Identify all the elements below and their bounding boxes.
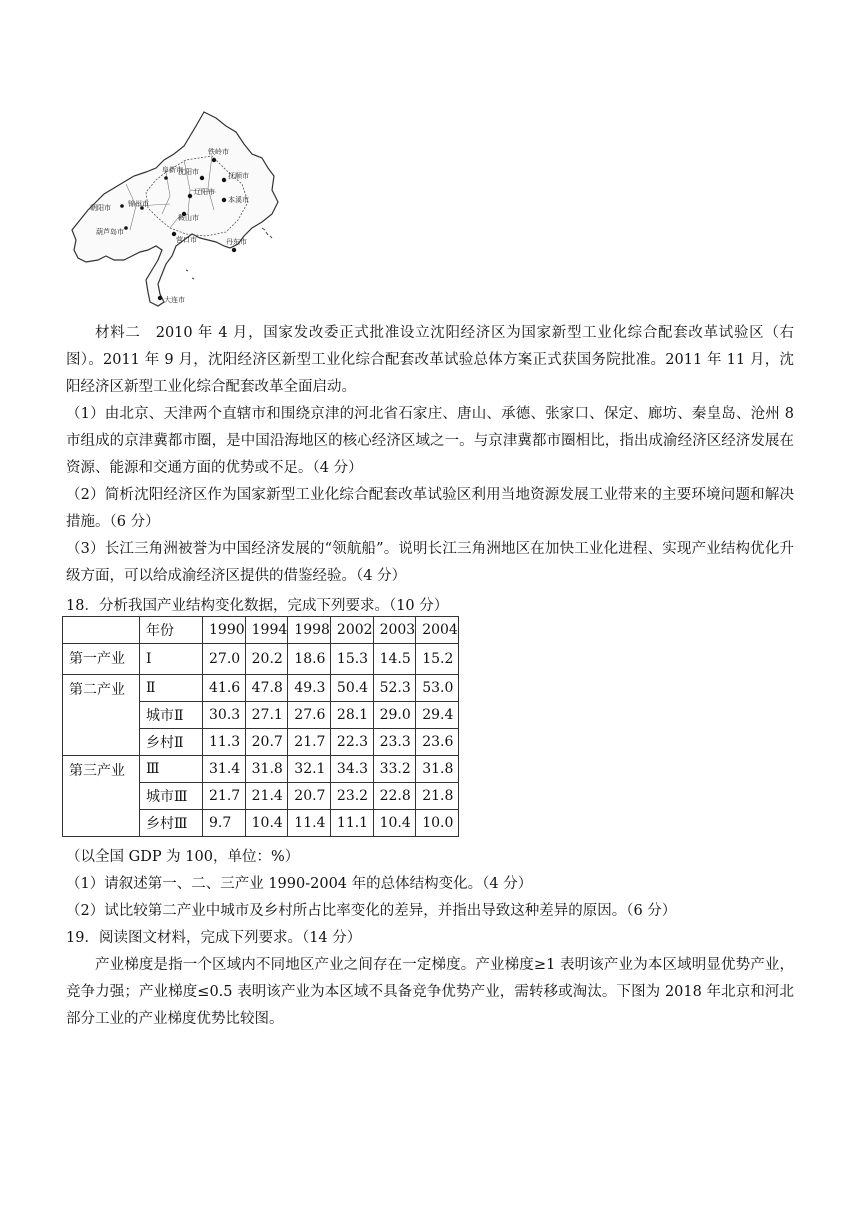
value-cell: 10.4 xyxy=(245,810,288,837)
value-cell: 49.3 xyxy=(288,675,331,702)
year-cell: 2002 xyxy=(330,617,373,644)
value-cell: 52.3 xyxy=(373,675,416,702)
row-label: 城市Ⅱ xyxy=(140,702,203,729)
year-cell: 1994 xyxy=(245,617,288,644)
label-chaoyang: 朝阳市 xyxy=(90,204,111,212)
group-label: 第三产业 xyxy=(63,756,140,837)
value-cell: 18.6 xyxy=(288,644,331,675)
value-cell: 47.8 xyxy=(245,675,288,702)
industry-structure-table xyxy=(62,616,459,837)
question-19-material: 产业梯度是指一个区域内不同地区产业之间存在一定梯度。产业梯度≥1 表明该产业为本区域明显优势产业，竞争力强；产业梯度≤0.5 表明该产业为本区域不具备竞争优势产业，需转移或淘汰。下图为 2018 年北京和河北部分工业的产业梯度优势比较图。 xyxy=(66,957,794,1027)
value-cell: 21.8 xyxy=(416,783,459,810)
question-17-2: （2）简析沈阳经济区作为国家新型工业化综合配套改革试验区利用当地资源发展工业带来的主要环境问题和解决措施。（6 分） xyxy=(66,487,794,530)
row-label: Ⅰ xyxy=(140,644,203,675)
value-cell: 22.8 xyxy=(373,783,416,810)
value-cell: 21.7 xyxy=(288,729,331,756)
value-cell: 11.3 xyxy=(203,729,246,756)
value-cell: 20.7 xyxy=(288,783,331,810)
label-shenyang: 沈阳市 xyxy=(178,168,199,176)
group-label: 第二产业 xyxy=(63,675,140,756)
question-18-1: （1）请叙述第一、二、三产业 1990-2004 年的总体结构变化。（4 分） xyxy=(66,876,533,892)
value-cell: 29.0 xyxy=(373,702,416,729)
label-huludao: 葫芦岛市 xyxy=(96,228,124,236)
label-yingkou: 营口市 xyxy=(176,236,197,244)
year-cell: 2003 xyxy=(373,617,416,644)
row-label: 乡村Ⅲ xyxy=(140,810,203,837)
question-18-title: 18．分析我国产业结构变化数据，完成下列要求。（10 分） xyxy=(66,598,449,614)
material-two: 材料二 2010 年 4 月，国家发改委正式批准设立沈阳经济区为国家新型工业化综合配套改革试验区（右图）。2011 年 9 月，沈阳经济区新型工业化综合配套改革试验总体方案正式获国务院批准。2011 年 11 月，沈阳经济区新型工业化综合配套改革全面启动。 xyxy=(66,325,794,395)
value-cell: 11.4 xyxy=(288,810,331,837)
value-cell: 53.0 xyxy=(416,675,459,702)
table-row xyxy=(63,644,459,675)
value-cell: 10.0 xyxy=(416,810,459,837)
value-cell: 9.7 xyxy=(203,810,246,837)
label-fushun: 抚顺市 xyxy=(228,172,249,180)
value-cell: 23.6 xyxy=(416,729,459,756)
value-cell: 23.3 xyxy=(373,729,416,756)
label-anshan: 鞍山市 xyxy=(178,214,199,222)
label-jinzhou: 锦州市 xyxy=(128,200,149,208)
value-cell: 41.6 xyxy=(203,675,246,702)
year-header: 年份 xyxy=(140,617,203,644)
value-cell: 27.6 xyxy=(288,702,331,729)
value-cell: 14.5 xyxy=(373,644,416,675)
shenyang-economic-zone-map xyxy=(66,110,292,310)
year-cell: 1998 xyxy=(288,617,331,644)
value-cell: 21.7 xyxy=(203,783,246,810)
year-cell: 2004 xyxy=(416,617,459,644)
value-cell: 20.7 xyxy=(245,729,288,756)
question-18-2: （2）试比较第二产业中城市及乡村所占比率变化的差异，并指出导致这种差异的原因。（6 分） xyxy=(66,903,677,919)
group-label: 第一产业 xyxy=(63,644,140,675)
table-header-row xyxy=(63,617,459,644)
label-fuxin: 阜新市 xyxy=(162,166,183,174)
value-cell: 11.1 xyxy=(330,810,373,837)
value-cell: 15.2 xyxy=(416,644,459,675)
table-row xyxy=(63,756,459,783)
value-cell: 29.4 xyxy=(416,702,459,729)
value-cell: 20.2 xyxy=(245,644,288,675)
row-label: 乡村Ⅱ xyxy=(140,729,203,756)
table-row xyxy=(63,675,459,702)
value-cell: 21.4 xyxy=(245,783,288,810)
value-cell: 27.1 xyxy=(245,702,288,729)
question-19-title: 19．阅读图文材料，完成下列要求。（14 分） xyxy=(66,930,362,946)
label-tieling: 铁岭市 xyxy=(208,148,229,156)
value-cell: 31.8 xyxy=(416,756,459,783)
value-cell: 33.2 xyxy=(373,756,416,783)
label-dandong: 丹东市 xyxy=(226,238,247,246)
row-label: Ⅲ xyxy=(140,756,203,783)
value-cell: 15.3 xyxy=(330,644,373,675)
value-cell: 50.4 xyxy=(330,675,373,702)
row-label: 城市Ⅲ xyxy=(140,783,203,810)
value-cell: 32.1 xyxy=(288,756,331,783)
row-label: Ⅱ xyxy=(140,675,203,702)
value-cell: 34.3 xyxy=(330,756,373,783)
value-cell: 10.4 xyxy=(373,810,416,837)
table-note: （以全国 GDP 为 100，单位：%） xyxy=(66,849,300,865)
label-liaoyang: 辽阳市 xyxy=(194,188,215,196)
value-cell: 28.1 xyxy=(330,702,373,729)
value-cell: 31.4 xyxy=(203,756,246,783)
question-17-1: （1）由北京、天津两个直辖市和围绕京津的河北省石家庄、唐山、承德、张家口、保定、廊坊、秦皇岛、沧州 8 市组成的京津冀都市圈，是中国沿海地区的核心经济区域之一。与京津冀都市圈相比，指出成渝经济区经济发展在资源、能源和交通方面的优势或不足。（4 分） xyxy=(66,406,794,476)
value-cell: 27.0 xyxy=(203,644,246,675)
value-cell: 31.8 xyxy=(245,756,288,783)
year-cell: 1990 xyxy=(203,617,246,644)
value-cell: 22.3 xyxy=(330,729,373,756)
label-dalian: 大连市 xyxy=(164,296,185,304)
label-benxi: 本溪市 xyxy=(228,196,249,204)
question-17-3: （3）长江三角洲被誉为中国经济发展的“领航船”。说明长江三角洲地区在加快工业化进程、实现产业结构优化升级方面，可以给成渝经济区提供的借鉴经验。（4 分） xyxy=(66,541,794,584)
value-cell: 30.3 xyxy=(203,702,246,729)
value-cell: 23.2 xyxy=(330,783,373,810)
